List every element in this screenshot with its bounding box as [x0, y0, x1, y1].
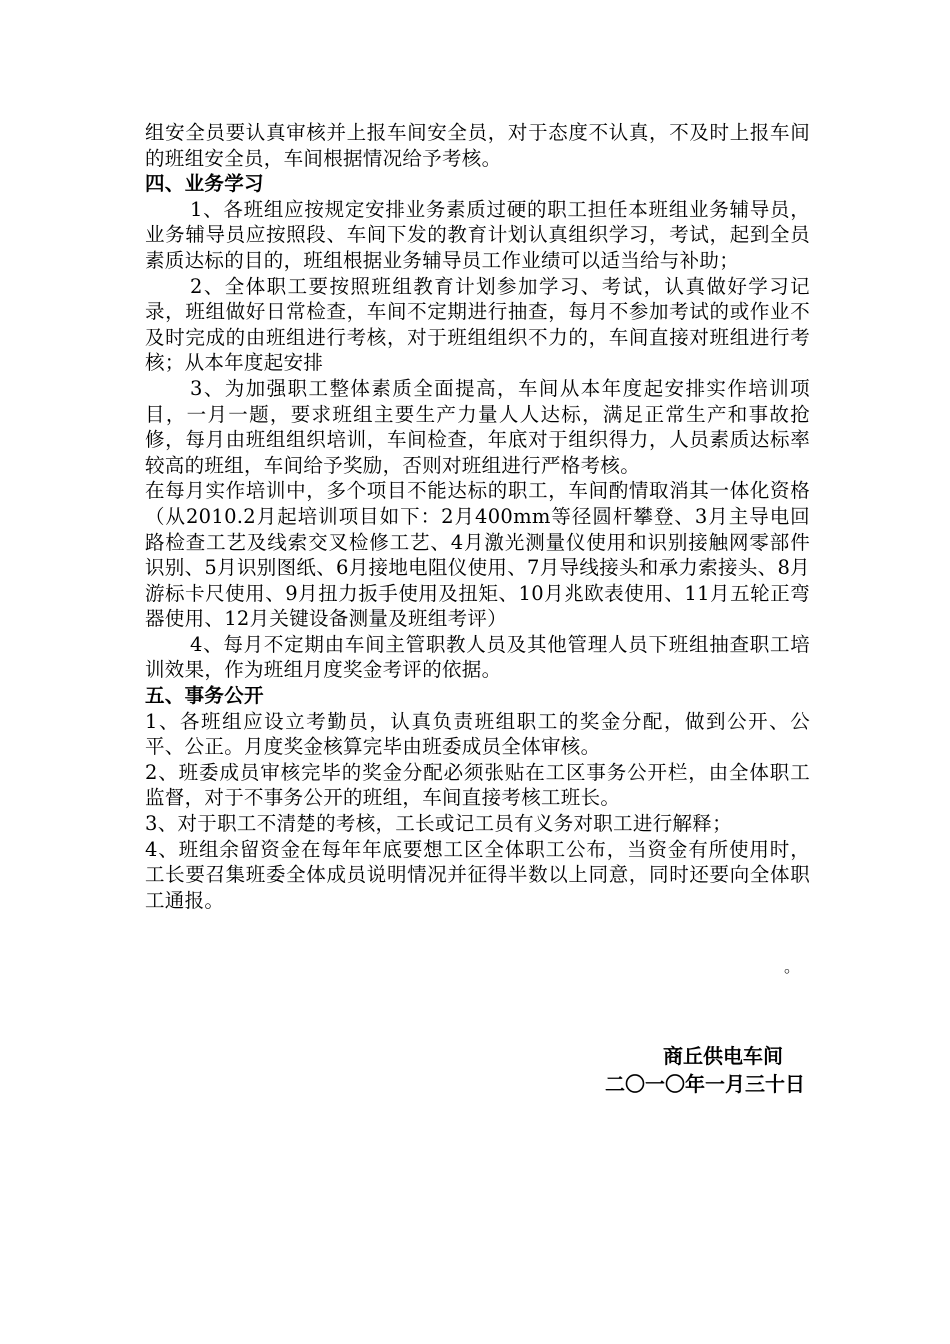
- study-paragraph-3-continued: 在每月实作培训中，多个项目不能达标的职工，车间酌情取消其一体化资格（从2010.2月起培训项目如下：2月400mm等径圆杆攀登、3月主导电回路检查工艺及线索交叉检修工艺、4月激光测量仪使用和识别接触网零部件识别、5月识别图纸、6月接地电阻仪使用、7月导线接头和承力索接头、8月游标卡尺使用、9月扭力扳手使用及扭矩、10月兆欧表使用、11月五轮正弯器使用、12月关键设备测量及班组考评）: [145, 479, 810, 631]
- section-heading-business-study: 四、业务学习: [145, 172, 264, 196]
- signature-organization: 商丘供电车间: [663, 1044, 783, 1068]
- disclosure-paragraph-2: 2、班委成员审核完毕的奖金分配必须张贴在工区事务公开栏，由全体职工监督，对于不事务公开的班组，车间直接考核工班长。: [145, 760, 810, 810]
- section-heading-affairs-disclosure: 五、事务公开: [145, 684, 264, 708]
- study-paragraph-4: 4、每月不定期由车间主管职教人员及其他管理人员下班组抽查职工培训效果，作为班组月度奖金考评的依据。: [145, 632, 810, 682]
- disclosure-paragraph-3: 3、对于职工不清楚的考核，工长或记工员有义务对职工进行解释；: [145, 812, 732, 836]
- study-paragraph-1: 1、各班组应按规定安排业务素质过硬的职工担任本班组业务辅导员，业务辅导员应按照段、车间下发的教育计划认真组织学习，考试，起到全员素质达标的目的，班组根据业务辅导员工作业绩可以适当给与补助；: [145, 197, 810, 272]
- trailing-punctuation: 。: [784, 957, 801, 976]
- signature-block: [605, 1042, 805, 1098]
- document-body: [145, 120, 810, 913]
- disclosure-paragraph-4: 4、班组余留资金在每年年底要想工区全体职工公布，当资金有所使用时，工长要召集班委全体成员说明情况并征得半数以上同意，同时还要向全体职工通报。: [145, 837, 810, 912]
- signature-date: 二〇一〇年一月三十日: [605, 1072, 805, 1096]
- study-paragraph-3: 3、为加强职工整体素质全面提高，车间从本年度起安排实作培训项目，一月一题，要求班组主要生产力量人人达标，满足正常生产和事故抢修，每月由班组组织培训，车间检查，年底对于组织得力，人员素质达标率较高的班组，车间给予奖励，否则对班组进行严格考核。: [145, 376, 810, 477]
- intro-paragraph: 组安全员要认真审核并上报车间安全员，对于态度不认真，不及时上报车间的班组安全员，车间根据情况给予考核。: [145, 121, 810, 170]
- study-paragraph-2: 2、全体职工要按照班组教育计划参加学习、考试，认真做好学习记录，班组做好日常检查，车间不定期进行抽查，每月不参加考试的或作业不及时完成的由班组进行考核，对于班组组织不力的，车间直接对班组进行考核；从本年度起安排: [145, 274, 810, 375]
- disclosure-paragraph-1: 1、各班组应设立考勤员，认真负责班组职工的奖金分配，做到公开、公平、公正。月度奖金核算完毕由班委成员全体审核。: [145, 709, 810, 759]
